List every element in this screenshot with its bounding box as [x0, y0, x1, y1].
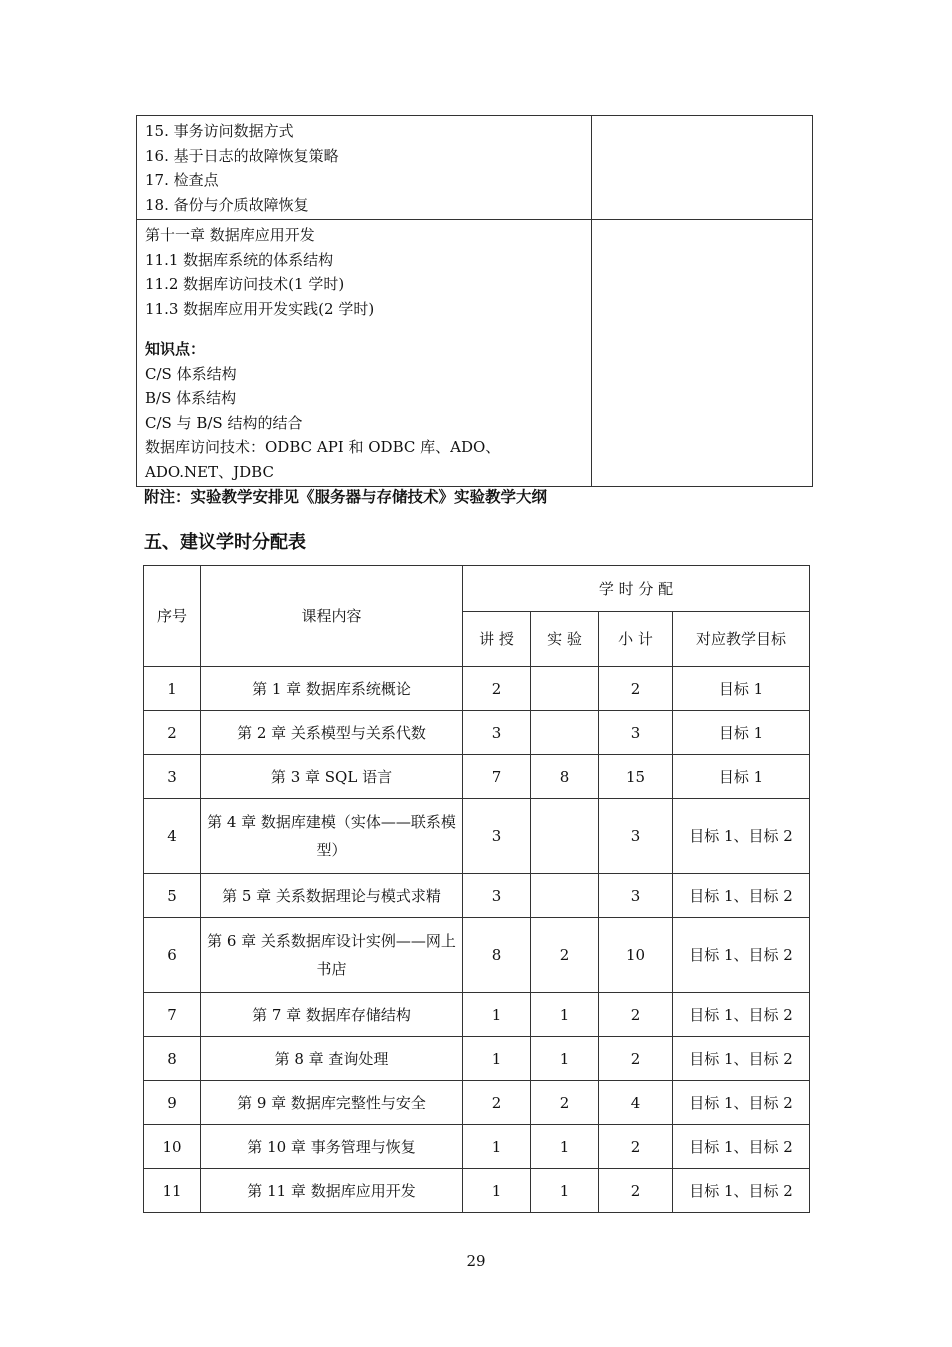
- row-subtotal: 2: [599, 1125, 673, 1169]
- table-row: [144, 711, 810, 755]
- row-lab: 1: [531, 993, 599, 1037]
- row-index: 1: [144, 667, 201, 711]
- header-lecture: 讲 授: [463, 612, 531, 667]
- row-content: 第 2 章 关系模型与关系代数: [201, 711, 463, 755]
- knowledge-line: C/S 体系结构: [145, 364, 237, 383]
- row-content: 第 11 章 数据库应用开发: [201, 1169, 463, 1213]
- row-subtotal: 3: [599, 711, 673, 755]
- row-subtotal: 2: [599, 1037, 673, 1081]
- row-content: 第 4 章 数据库建模（实体——联系模型）: [201, 799, 463, 874]
- row-lecture: 1: [463, 1125, 531, 1169]
- row-lab: [531, 667, 599, 711]
- header-row: [144, 566, 810, 612]
- table-row: [144, 799, 810, 874]
- row-goal: 目标 1、目标 2: [673, 993, 810, 1037]
- header-goal: 对应教学目标: [673, 612, 810, 667]
- row-subtotal: 2: [599, 667, 673, 711]
- row-lecture: 3: [463, 799, 531, 874]
- row-goal: 目标 1、目标 2: [673, 918, 810, 993]
- table-row: [144, 1037, 810, 1081]
- page-number: 29: [466, 1252, 486, 1270]
- row-lecture: 7: [463, 755, 531, 799]
- row-index: 10: [144, 1125, 201, 1169]
- row-lab: 2: [531, 1081, 599, 1125]
- syllabus-content-table: [136, 115, 813, 487]
- lab-note: 附注：实验教学安排见《服务器与存储技术》实验教学大纲: [144, 487, 548, 506]
- row-goal: 目标 1: [673, 711, 810, 755]
- topic-line: 16. 基于日志的故障恢复策略: [145, 146, 339, 165]
- header-lab: 实 验: [531, 612, 599, 667]
- chapter-title: 第十一章 数据库应用开发: [145, 226, 315, 244]
- topic-line: 17. 检查点: [145, 171, 219, 189]
- syllabus-right-cell: [592, 116, 813, 220]
- row-subtotal: 3: [599, 874, 673, 918]
- header-allocation: 学 时 分 配: [463, 566, 810, 612]
- row-lab: 1: [531, 1169, 599, 1213]
- row-index: 2: [144, 711, 201, 755]
- syllabus-row: [137, 220, 813, 487]
- row-content: 第 1 章 数据库系统概论: [201, 667, 463, 711]
- row-content: 第 7 章 数据库存储结构: [201, 993, 463, 1037]
- row-subtotal: 2: [599, 993, 673, 1037]
- row-content: 第 9 章 数据库完整性与安全: [201, 1081, 463, 1125]
- section-heading: 五、建议学时分配表: [144, 532, 306, 553]
- row-lecture: 1: [463, 993, 531, 1037]
- row-content: 第 6 章 关系数据库设计实例——网上书店: [201, 918, 463, 993]
- row-index: 9: [144, 1081, 201, 1125]
- row-index: 8: [144, 1037, 201, 1081]
- knowledge-line: B/S 体系结构: [145, 389, 237, 407]
- row-subtotal: 15: [599, 755, 673, 799]
- topic-line: 18. 备份与介质故障恢复: [145, 195, 309, 214]
- section-line: 11.3 数据库应用开发实践(2 学时): [145, 299, 375, 318]
- table-row: [144, 874, 810, 918]
- row-goal: 目标 1、目标 2: [673, 1125, 810, 1169]
- table-row: [144, 667, 810, 711]
- table-row: [144, 918, 810, 993]
- knowledge-line: C/S 与 B/S 结构的结合: [145, 413, 303, 432]
- topic-line: 15. 事务访问数据方式: [145, 122, 294, 140]
- syllabus-right-cell: [592, 220, 813, 487]
- row-subtotal: 10: [599, 918, 673, 993]
- row-content: 第 3 章 SQL 语言: [201, 755, 463, 799]
- row-goal: 目标 1、目标 2: [673, 1081, 810, 1125]
- row-content: 第 10 章 事务管理与恢复: [201, 1125, 463, 1169]
- row-lecture: 1: [463, 1169, 531, 1213]
- knowledge-line: 数据库访问技术：ODBC API 和 ODBC 库、ADO、 ADO.NET、JDBC: [145, 438, 501, 481]
- syllabus-row: [137, 116, 813, 220]
- table-row: [144, 1081, 810, 1125]
- row-goal: 目标 1: [673, 755, 810, 799]
- syllabus-left-cell: [137, 220, 592, 487]
- section-line: 11.2 数据库访问技术(1 学时): [145, 275, 345, 293]
- table-row: [144, 1125, 810, 1169]
- row-lab: 1: [531, 1037, 599, 1081]
- row-index: 5: [144, 874, 201, 918]
- row-lecture: 1: [463, 1037, 531, 1081]
- row-content: 第 5 章 关系数据理论与模式求精: [201, 874, 463, 918]
- row-index: 4: [144, 799, 201, 874]
- syllabus-left-cell: [137, 116, 592, 220]
- row-goal: 目标 1、目标 2: [673, 874, 810, 918]
- section-line: 11.1 数据库系统的体系结构: [145, 250, 334, 269]
- row-goal: 目标 1、目标 2: [673, 1169, 810, 1213]
- knowledge-label: 知识点：: [145, 340, 206, 358]
- row-lecture: 3: [463, 874, 531, 918]
- row-goal: 目标 1: [673, 667, 810, 711]
- row-lecture: 2: [463, 1081, 531, 1125]
- row-index: 6: [144, 918, 201, 993]
- row-lab: 1: [531, 1125, 599, 1169]
- row-goal: 目标 1、目标 2: [673, 1037, 810, 1081]
- row-lab: 2: [531, 918, 599, 993]
- row-lecture: 3: [463, 711, 531, 755]
- row-index: 11: [144, 1169, 201, 1213]
- row-lecture: 2: [463, 667, 531, 711]
- row-subtotal: 4: [599, 1081, 673, 1125]
- table-row: [144, 1169, 810, 1213]
- table-row: [144, 755, 810, 799]
- row-lab: [531, 711, 599, 755]
- hours-allocation-table: [143, 565, 810, 1213]
- row-content: 第 8 章 查询处理: [201, 1037, 463, 1081]
- row-lab: [531, 799, 599, 874]
- header-content: 课程内容: [201, 566, 463, 667]
- row-subtotal: 2: [599, 1169, 673, 1213]
- header-index: 序号: [144, 566, 201, 667]
- row-subtotal: 3: [599, 799, 673, 874]
- row-lecture: 8: [463, 918, 531, 993]
- row-index: 3: [144, 755, 201, 799]
- table-row: [144, 993, 810, 1037]
- row-goal: 目标 1、目标 2: [673, 799, 810, 874]
- row-lab: [531, 874, 599, 918]
- row-lab: 8: [531, 755, 599, 799]
- header-subtotal: 小 计: [599, 612, 673, 667]
- row-index: 7: [144, 993, 201, 1037]
